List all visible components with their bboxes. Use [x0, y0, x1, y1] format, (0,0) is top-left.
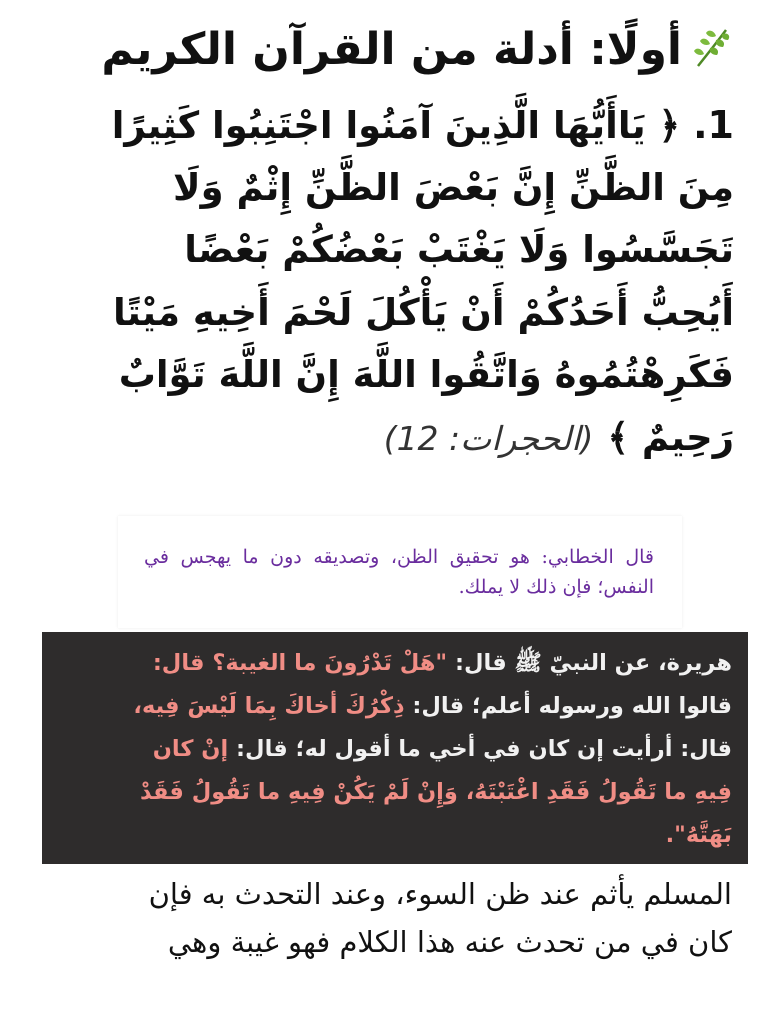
section-heading [20, 18, 732, 82]
verse-line-2: مِنَ الظَّنِّ إِنَّ بَعْضَ الظَّنِّ إِثْمٌ وَلَا [173, 165, 734, 209]
verse-number: 1. [693, 103, 734, 147]
verse-line-6 [14, 407, 734, 470]
hadith-line-5: بَهَتَّهُ". [665, 822, 732, 848]
hadith-line-4: فِيهِ ما تَقُولُ فَقَدِ اغْتَبْتَهُ، وَإِنْ لَمْ يَكُنْ فِيهِ ما تَقُولُ فَقَدْ [139, 779, 732, 805]
hadith-line-3: قال: أرأيت إن كان في أخي ما أقول له؛ قال: إنْ كان [152, 736, 732, 762]
herb-leaf-icon [692, 26, 732, 70]
verse-line-5: فَكَرِهْتُمُوهُ وَاتَّقُوا اللَّهَ إِنَّ اللَّهَ تَوَّابٌ [118, 353, 734, 396]
hadith-line-2: قالوا الله ورسوله أعلم؛ قال: ذِكْرُكَ أخاكَ بِمَا لَيْسَ فِيه، [133, 693, 732, 719]
khattabi-quote-box [118, 516, 682, 628]
verse-reference: (الحجرات: 12) [383, 418, 594, 458]
bottom-line-2: كان في من تحدث عنه هذا الكلام فهو غيبة وهي [167, 925, 732, 959]
bottom-paragraph [42, 870, 732, 966]
verse-text: يَاأَيُّهَا الَّذِينَ آمَنُوا اجْتَنِبُوا كَثِيرًا [111, 104, 646, 147]
hadith-panel [42, 632, 748, 864]
verse-line-3: تَجَسَّسُوا وَلَا يَغْتَبْ بَعْضُكُمْ بَعْضًا [184, 228, 734, 271]
hadith-line-1: هريرة، عن النبيّ ﷺ قال: "هَلْ تَدْرُونَ ما الغيبة؟ قال: [152, 650, 732, 676]
quran-verse [14, 94, 734, 469]
verse-close-bracket: ﴾ [607, 415, 630, 459]
verse-line-4: أَيُحِبُّ أَحَدُكُمْ أَنْ يَأْكُلَ لَحْمَ أَخِيهِ مَيْتًا [112, 290, 734, 334]
verse-line-1 [14, 94, 734, 157]
heading-text: أولًا: أدلة من القرآن الكريم [101, 24, 682, 75]
bottom-line-1: المسلم يأثم عند ظن السوء، وعند التحدث به فإن [148, 877, 732, 911]
khattabi-quote-text: قال الخطابي: هو تحقيق الظن، وتصديقه دون ما يهجس في النفس؛ فإن ذلك لا يملك. [144, 546, 654, 598]
hadith-text [70, 642, 732, 857]
verse-last-word: رَحِيمٌ [641, 415, 734, 459]
verse-open-bracket: ﴿ [658, 104, 681, 147]
